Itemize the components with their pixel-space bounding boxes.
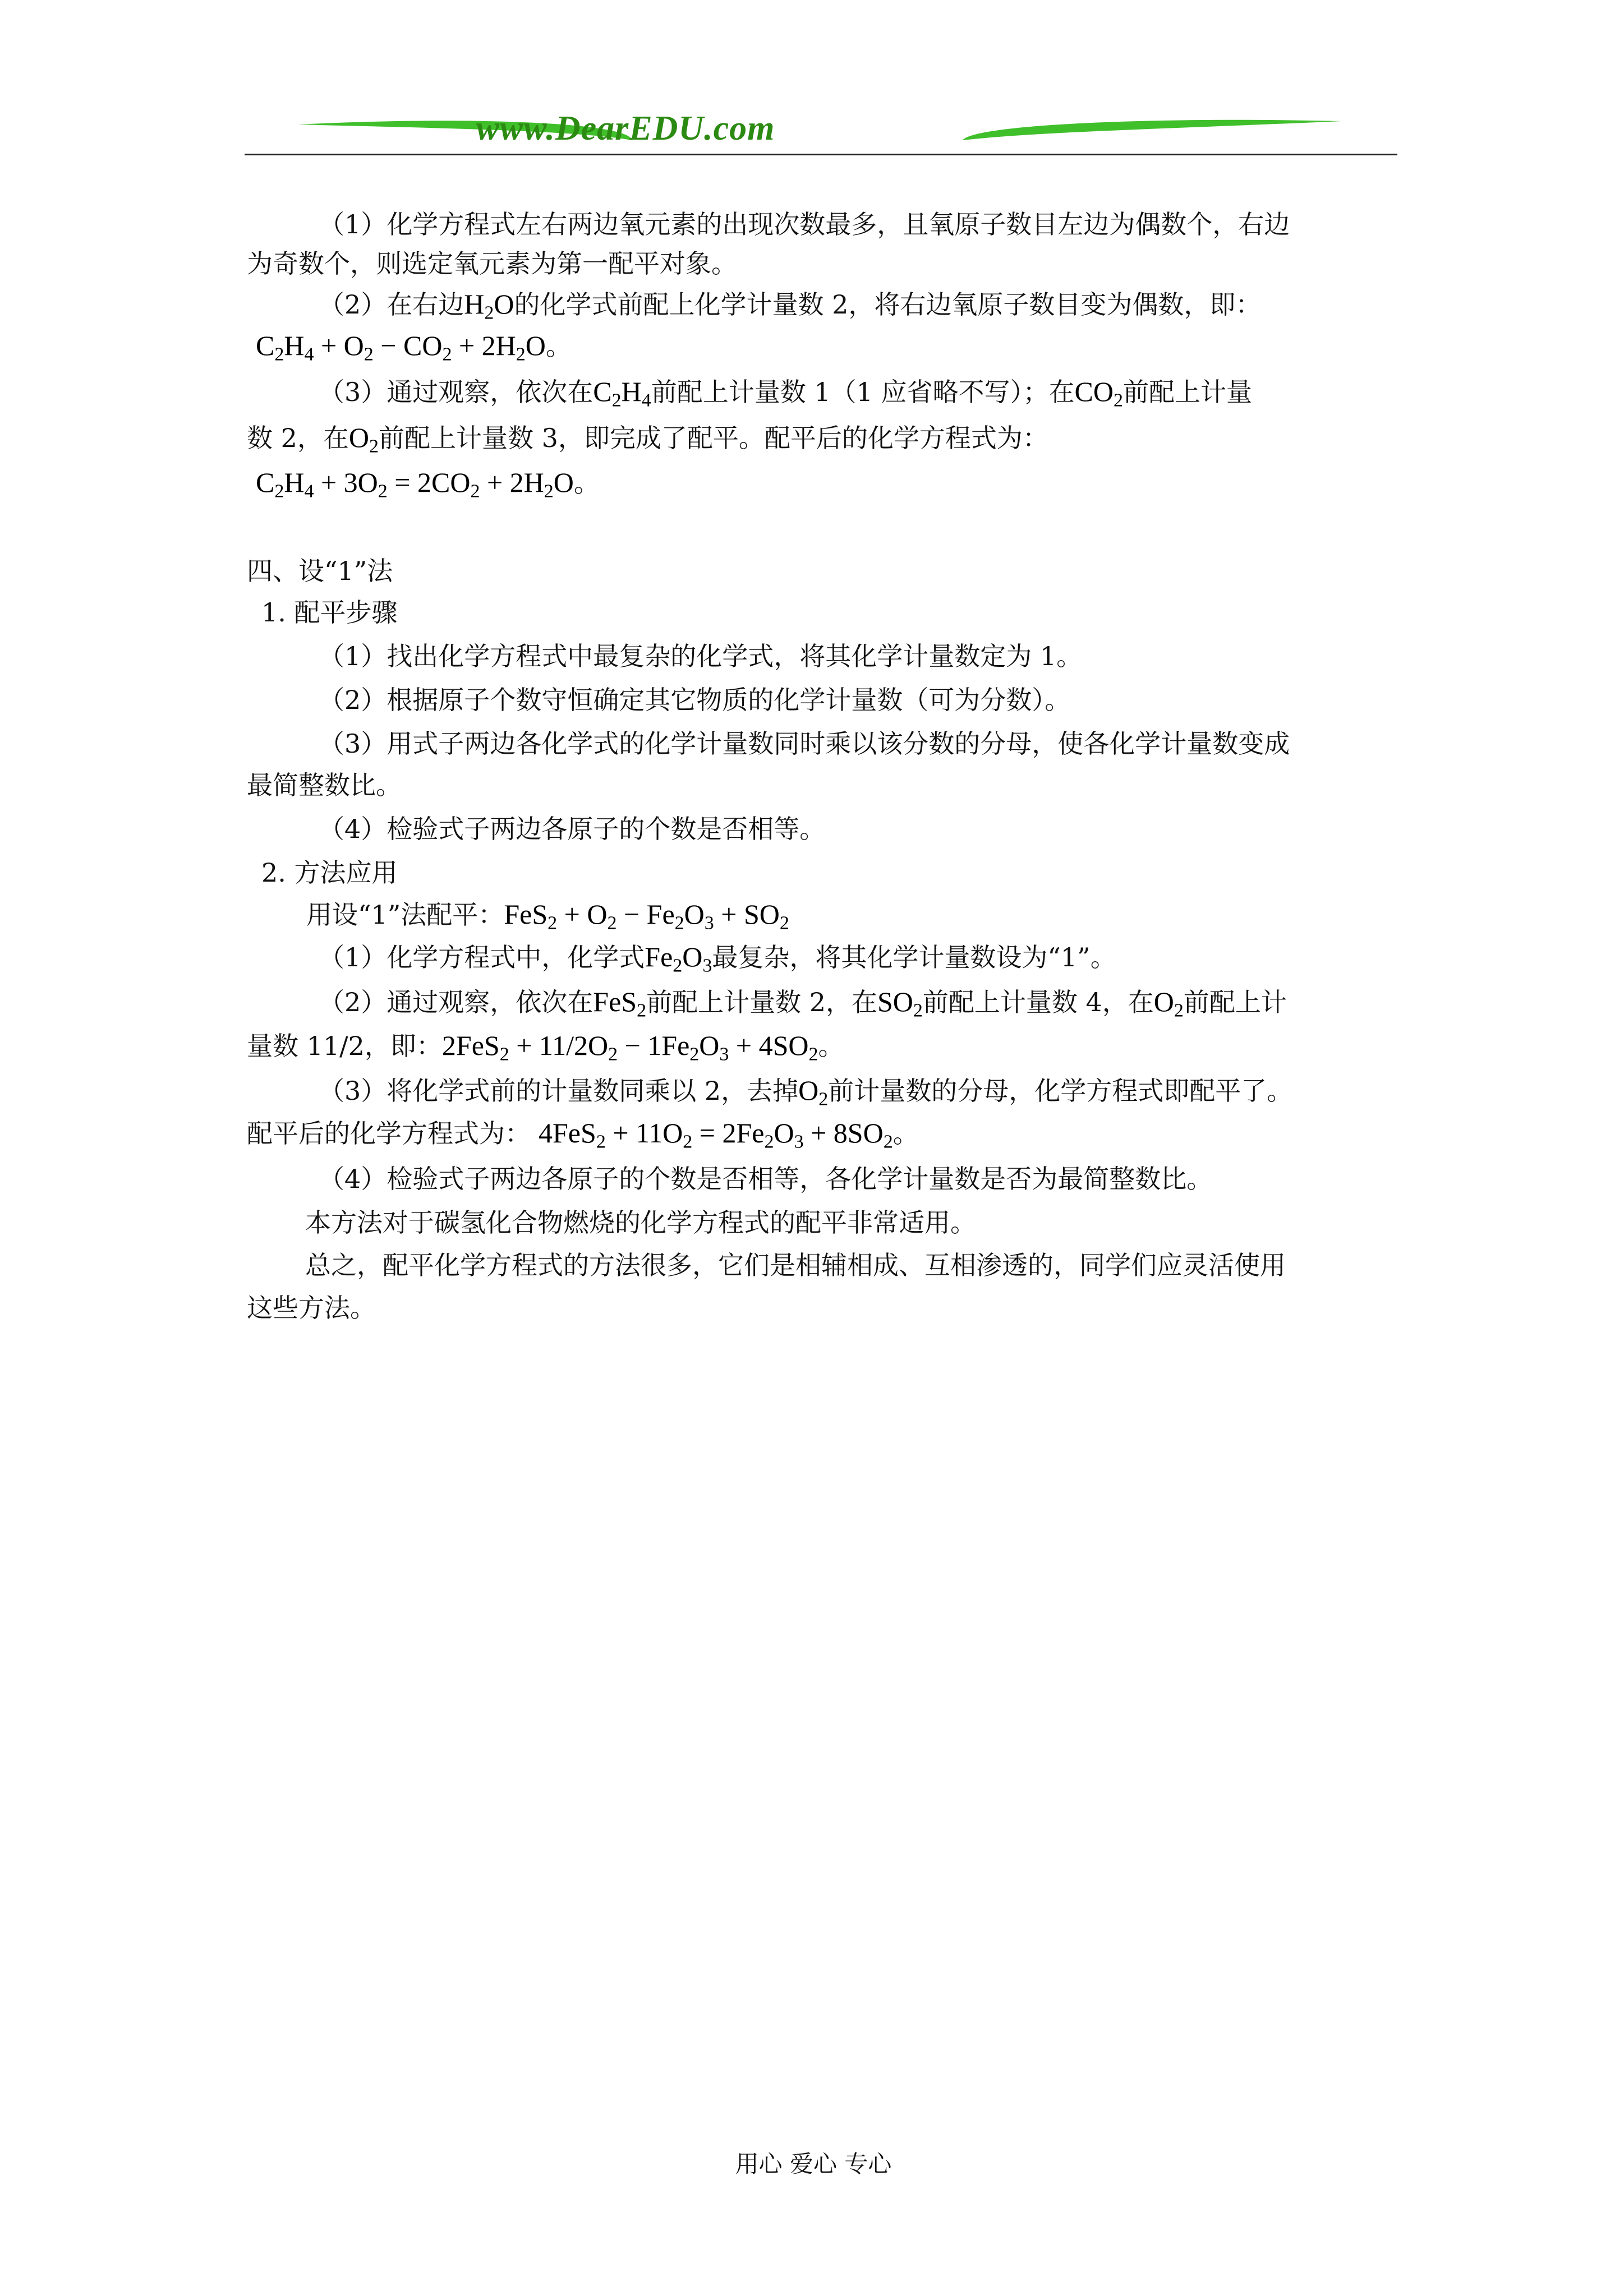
paragraph-line: （3）用式子两边各化学式的化学计量数同时乘以该分数的分母，使各化学计量数变成 [319, 729, 1290, 759]
formula-co2: $CO_2$ [1074, 376, 1123, 411]
equation-line: $C_2H_4 + 3O_2 = 2CO_2 + 2H_2O$。 [256, 467, 600, 502]
paragraph-line: （1）找出化学方程式中最复杂的化学式，将其化学计量数定为 1。 [319, 641, 1083, 671]
equation-2: $C_2H_4 + 3O_2 = 2CO_2 + 2H_2O$ [256, 467, 574, 502]
header-logo-text: www.DearEDU.com [476, 109, 775, 147]
equation-3: $2FeS_2 + 11/2O_2 - 1Fe_2O_3 + 4SO_2$ [441, 1030, 818, 1065]
paragraph-line: （1）化学方程式左右两边氧元素的出现次数最多，且氧原子数目左边为偶数个，右边 [319, 209, 1290, 239]
paragraph-line: 配平后的化学方程式为： $4FeS_2 + 11O_2 = 2Fe_2O_3 + 8SO_2$。 [247, 1117, 919, 1152]
formula-so2: $SO_2$ [877, 986, 923, 1021]
paragraph-line: （2）在右边$H_2O$的化学式前配上化学计量数 2，将右边氧原子数目变为偶数，即： [319, 288, 1262, 324]
paragraph-line: 量数 11/2，即：$2FeS_2 + 11/2O_2 - 1Fe_2O_3 + 4SO_2$。 [247, 1030, 844, 1065]
formula-h2o: $H_2O$ [464, 288, 514, 324]
formula-o2: $O_2$ [348, 422, 379, 457]
equation-4: $4FeS_2 + 11O_2 = 2Fe_2O_3 + 8SO_2$ [539, 1117, 893, 1152]
paragraph-line: （4）检验式子两边各原子的个数是否相等，各化学计量数是否为最简整数比。 [319, 1164, 1213, 1194]
formula-fe2o3: $Fe_2O_3$ [645, 941, 712, 976]
paragraph-line: （2）通过观察，依次在FeS$_2$前配上计量数 2，在$SO_2$前配上计量数 4，在$O_2$前配上计 [319, 986, 1287, 1021]
page-footer: 用心 爱心 专心 [735, 2150, 892, 2178]
formula-o2: $O_2$ [798, 1075, 829, 1110]
section-heading: 四、设“1”法 [247, 556, 393, 586]
paragraph-line: （3）通过观察，依次在$C_2H_4$前配上计量数 1（1 应省略不写）；在$CO_2$前配上计量 [319, 376, 1252, 411]
paragraph-line: 用设“1”法配平：$FeS_2 + O_2 - Fe_2O_3 + SO_2$ [306, 898, 789, 934]
equation-line: $C_2H_4 + O_2 - CO_2 + 2H_2O$。 [256, 330, 572, 365]
paragraph-line: 数 2，在$O_2$前配上计量数 3，即完成了配平。配平后的化学方程式为： [247, 422, 1048, 457]
paragraph-line: （2）根据原子个数守恒确定其它物质的化学计量数（可为分数）。 [319, 685, 1071, 715]
paragraph-line: 总之，配平化学方程式的方法很多，它们是相辅相成、互相渗透的，同学们应灵活使用 [305, 1250, 1286, 1280]
equation-1: $C_2H_4 + O_2 - CO_2 + 2H_2O$ [256, 330, 546, 365]
subsection-heading: 1. 配平步骤 [261, 597, 398, 628]
paragraph-line: 这些方法。 [247, 1293, 376, 1323]
paragraph-line: 最简整数比。 [247, 770, 402, 800]
paragraph-line: 本方法对于碳氢化合物燃烧的化学方程式的配平非常适用。 [305, 1207, 976, 1238]
equation-unbalanced: $FeS_2 + O_2 - Fe_2O_3 + SO_2$ [504, 898, 789, 934]
formula-fes2: FeS$_2$ [593, 986, 647, 1021]
formula-o2: $O_2$ [1153, 986, 1184, 1021]
subsection-heading: 2. 方法应用 [261, 857, 398, 888]
header-rule [245, 154, 1397, 155]
paragraph-line: （1）化学方程式中，化学式$Fe_2O_3$最复杂，将其化学计量数设为“1”。 [319, 941, 1116, 976]
paragraph-line: （3）将化学式前的计量数同乘以 2，去掉$O_2$前计量数的分母，化学方程式即配平了。 [319, 1075, 1293, 1110]
formula-c2h4: $C_2H_4$ [593, 376, 651, 411]
paragraph-line: 为奇数个，则选定氧元素为第一配平对象。 [247, 248, 737, 279]
paragraph-line: （4）检验式子两边各原子的个数是否相等。 [319, 814, 826, 844]
